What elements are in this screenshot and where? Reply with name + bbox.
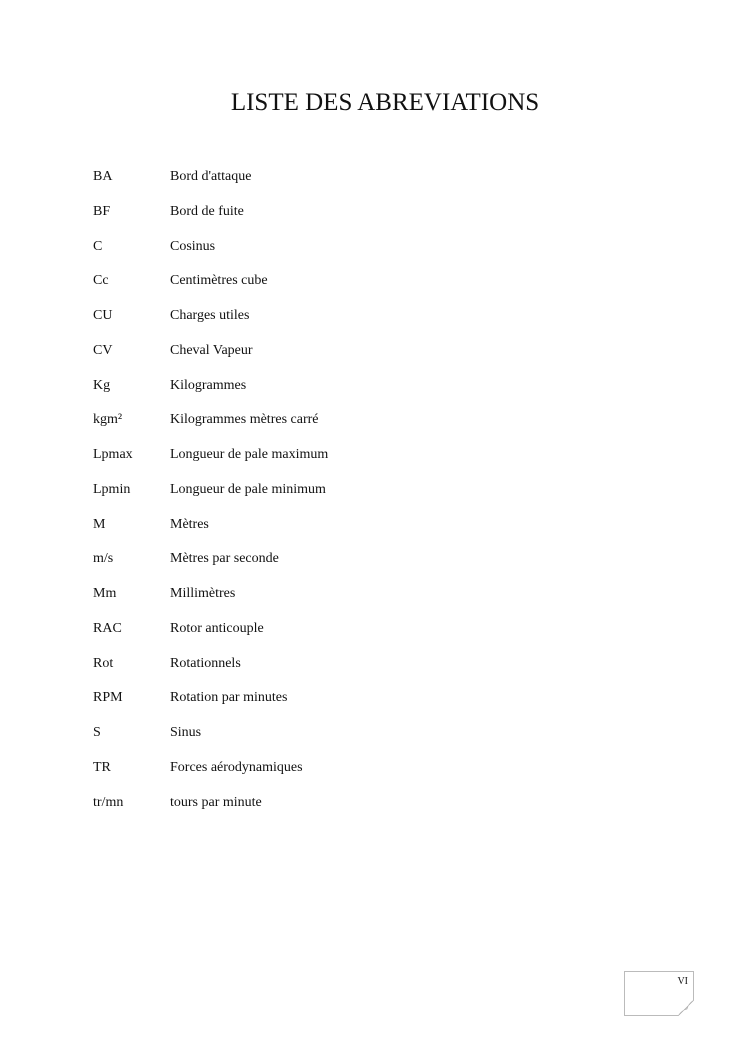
abbreviation-definition: Mètres xyxy=(170,516,209,532)
abbreviation: S xyxy=(93,725,101,740)
abbreviation: kgm² xyxy=(93,412,123,428)
abbreviation-definition: Bord de fuite xyxy=(170,203,244,219)
abbreviation-definition: Longueur de pale minimum xyxy=(170,481,326,497)
abbreviation: Rot xyxy=(93,655,114,671)
page-number-box xyxy=(624,971,694,1016)
abbreviation: C xyxy=(93,238,103,254)
abbreviation-definition: Centimètres cube xyxy=(170,273,268,289)
abbreviation: RPM xyxy=(93,690,123,706)
abbreviation-definition: Charges utiles xyxy=(170,308,250,323)
abbreviation: Lpmin xyxy=(93,481,131,497)
abbreviation-definition: tours par minute xyxy=(170,794,262,810)
abbreviation: m/s xyxy=(93,551,114,567)
abbreviation-definition: Rotationnels xyxy=(170,655,241,671)
abbreviation: CV xyxy=(93,342,113,358)
page-title: LISTE DES ABREVIATIONS xyxy=(230,89,540,116)
abbreviation: TR xyxy=(93,759,111,775)
abbreviation-definition: Rotor anticouple xyxy=(170,620,264,636)
abbreviation-definition: Rotation par minutes xyxy=(170,690,288,706)
abbreviation: Mm xyxy=(93,586,117,601)
abbreviation-definition: Millimètres xyxy=(170,586,236,601)
abbreviation-definition: Sinus xyxy=(170,725,202,740)
page-curl-icon xyxy=(678,1000,694,1016)
abbreviation: M xyxy=(93,516,106,532)
abbreviation: CU xyxy=(93,308,113,323)
abbreviation-definition: Kilogrammes mètres carré xyxy=(170,412,319,428)
abbreviation: Lpmax xyxy=(93,447,133,462)
abbreviation-definition: Forces aérodynamiques xyxy=(170,759,303,775)
page-number: VI xyxy=(677,976,688,987)
abbreviation: BA xyxy=(93,169,113,184)
abbreviation-definition: Cosinus xyxy=(170,238,216,254)
abbreviation-definition: Bord d'attaque xyxy=(170,169,252,184)
abbreviation: tr/mn xyxy=(93,794,124,810)
abbreviation-definition: Kilogrammes xyxy=(170,377,247,393)
abbreviation-definition: Cheval Vapeur xyxy=(170,342,253,358)
abbreviation-definition: Longueur de pale maximum xyxy=(170,447,329,462)
abbreviation: BF xyxy=(93,203,111,219)
abbreviation: Kg xyxy=(93,377,111,393)
abbreviation: Cc xyxy=(93,273,109,289)
abbreviation: RAC xyxy=(93,620,122,636)
abbreviation-definition: Mètres par seconde xyxy=(170,551,279,567)
